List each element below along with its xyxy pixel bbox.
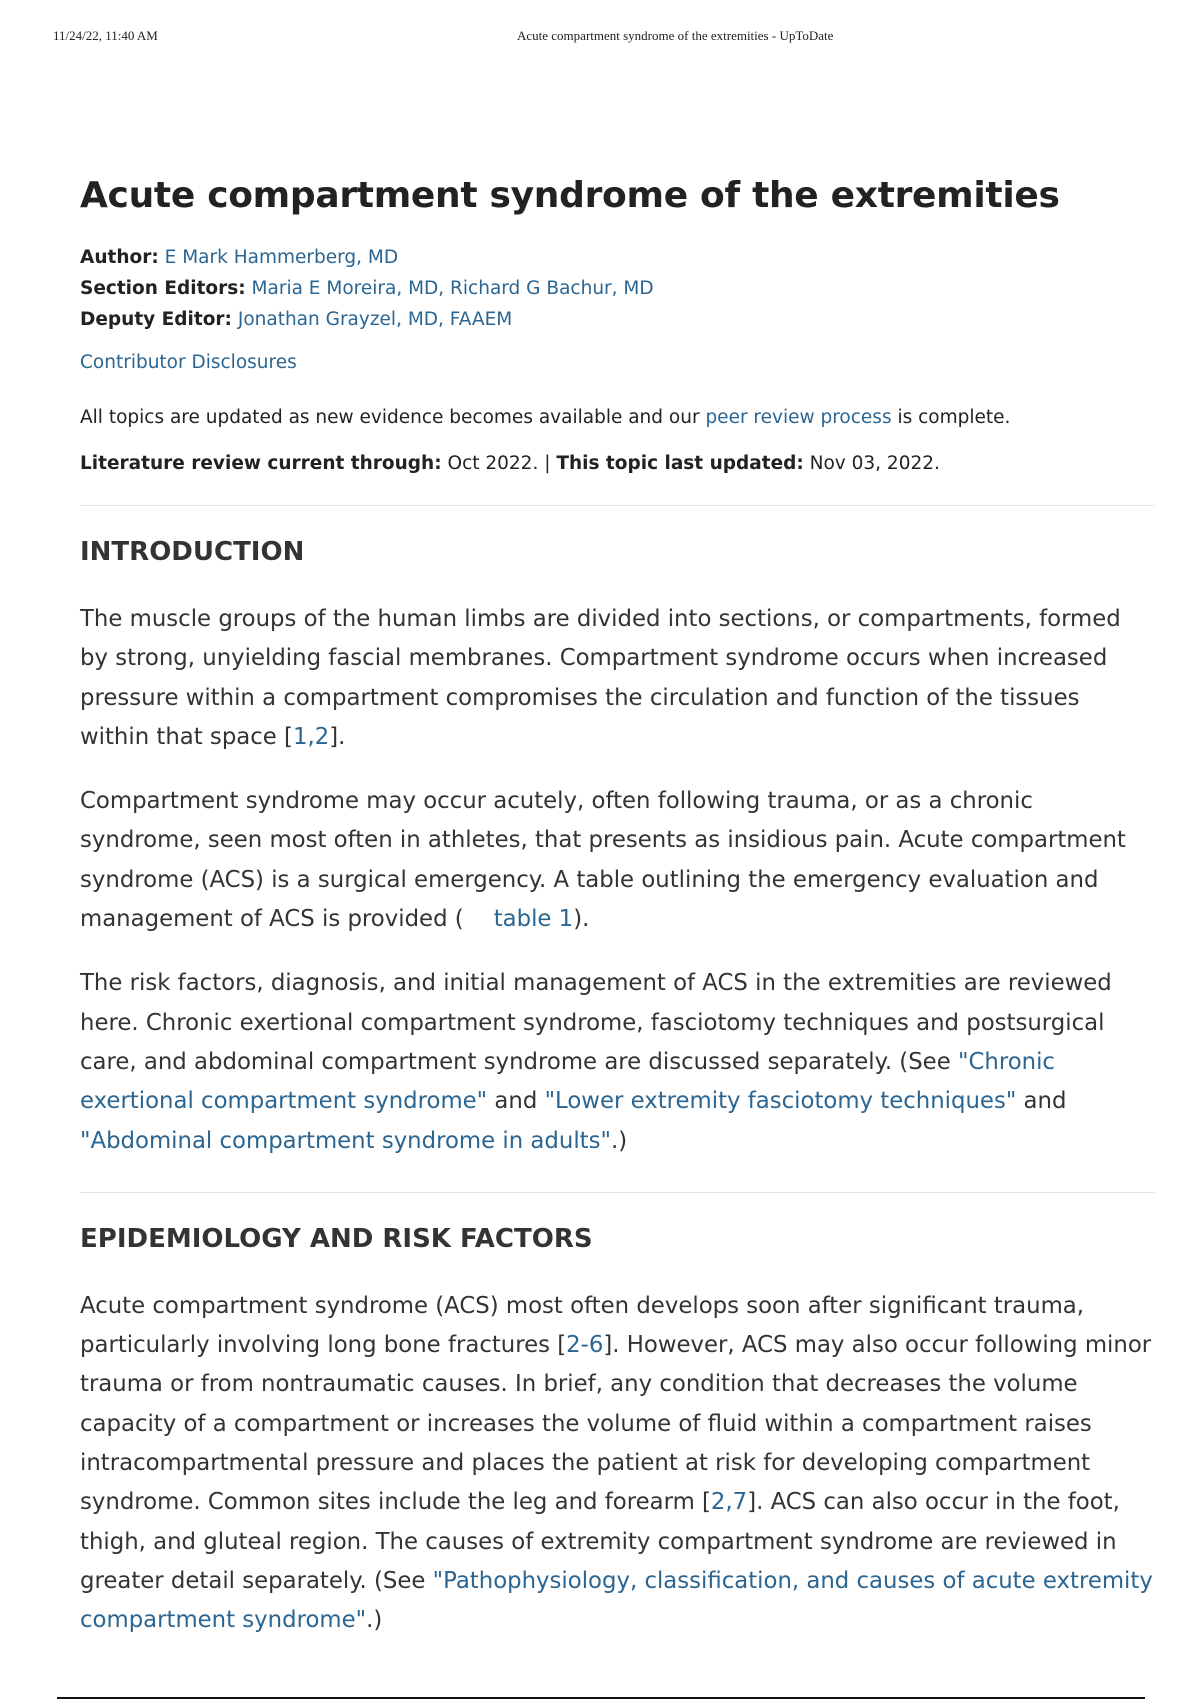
- page-bottom-rule: [57, 1697, 1145, 1699]
- last-updated-label: This topic last updated:: [556, 453, 804, 474]
- print-page-title: Acute compartment syndrome of the extremities - UpToDate: [517, 28, 834, 43]
- intro-p3-text: The risk factors, diagnosis, and initial management of ACS in the extremities are reviewed here. Chronic exertional compartment syndrome, fasciotomy techniques and postsurgical care, and abdominal compartment syndrome are discussed separately. (See: [80, 970, 1112, 1075]
- fasciotomy-link[interactable]: "Lower extremity fasciotomy techniques": [544, 1088, 1017, 1115]
- article: [80, 170, 1155, 1641]
- contributor-disclosures-link[interactable]: Contributor Disclosures: [80, 352, 297, 373]
- pathophysiology-link[interactable]: "Pathophysiology, classification, and causes of acute extremity compartment syndrome": [80, 1567, 1153, 1634]
- intro-p3-and-2: and: [1016, 1088, 1067, 1115]
- table-1-link[interactable]: table 1: [493, 906, 574, 933]
- intro-p3-and-1: and: [487, 1088, 545, 1115]
- update-note-end: is complete.: [891, 407, 1011, 428]
- epidemiology-heading: EPIDEMIOLOGY AND RISK FACTORS: [80, 1223, 593, 1254]
- peer-review-link[interactable]: peer review process: [705, 407, 892, 428]
- abdominal-compartment-link[interactable]: "Abdominal compartment syndrome in adults": [80, 1127, 611, 1154]
- introduction-heading: INTRODUCTION: [80, 537, 305, 567]
- intro-p2-text: Compartment syndrome may occur acutely, often following trauma, or as a chronic syndrome, seen most often in athletes, that presents as insidious pain. Acute compartment syndrome (ACS) is a surgical emergency. A table outlining the emergency evaluation and management of ACS is provided (: [80, 788, 1126, 933]
- intro-p2-end: ).: [573, 906, 590, 933]
- section-editors-row: [80, 273, 1155, 304]
- update-note: [80, 402, 1155, 433]
- topic-authors: [80, 242, 1155, 335]
- epi-text-3: ]. ACS can also occur in the foot, thigh, and gluteal region. The causes of extremity compartment syndrome are reviewed in greater detail separately. (See: [80, 1489, 1120, 1594]
- intro-p1-text: The muscle groups of the human limbs are divided into sections, or compartments, formed by strong, unyielding fascial membranes. Compartment syndrome occurs when increased pressure within a compartment compromises the circulation and function of the tissues within that space [: [80, 606, 1121, 750]
- reference-link[interactable]: 2,7: [710, 1489, 748, 1516]
- intro-paragraph-1: [80, 600, 1155, 757]
- reference-link[interactable]: 2-6: [566, 1332, 604, 1359]
- section-editors-link[interactable]: Maria E Moreira, MD, Richard G Bachur, MD: [251, 278, 654, 299]
- chronic-exertional-link[interactable]: "Chronic exertional compartment syndrome": [80, 1048, 1055, 1115]
- last-updated-value: Nov 03, 2022.: [803, 453, 940, 474]
- lit-review-label: Literature review current through:: [80, 453, 442, 474]
- deputy-editor-label: Deputy Editor:: [80, 309, 232, 330]
- lit-review-value: Oct 2022. |: [441, 453, 557, 474]
- update-note-text: All topics are updated as new evidence becomes available and our: [80, 407, 706, 428]
- print-header: [0, 28, 1200, 48]
- author-link[interactable]: E Mark Hammerberg, MD: [164, 247, 399, 268]
- section-editors-label: Section Editors:: [80, 278, 246, 299]
- deputy-editor-link[interactable]: Jonathan Grayzel, MD, FAAEM: [237, 309, 513, 330]
- divider: [80, 1192, 1155, 1193]
- print-datetime: 11/24/22, 11:40 AM: [53, 28, 158, 43]
- topic-title: Acute compartment syndrome of the extremities: [80, 175, 1060, 216]
- epidemiology-paragraph: [80, 1287, 1155, 1641]
- review-dates: [80, 448, 1155, 479]
- epi-text-2: ]. However, ACS may also occur following minor trauma or from nontraumatic causes. In brief, any condition that decreases the volume capacity of a compartment or increases the volume of fluid within a compartment raises intracompartmental pressure and places the patient at risk for developing compartment syndrome. Common sites include the leg and forearm [: [80, 1332, 1152, 1516]
- intro-paragraph-3: [80, 964, 1155, 1160]
- author-label: Author:: [80, 247, 159, 268]
- epi-text-4: .): [366, 1607, 383, 1634]
- intro-p3-end: .): [610, 1127, 628, 1154]
- reference-link[interactable]: 1,2: [292, 723, 330, 750]
- intro-p1-end: ].: [329, 723, 346, 750]
- divider: [80, 505, 1155, 506]
- epi-text-1: Acute compartment syndrome (ACS) most often develops soon after significant trauma, particularly involving long bone fractures [: [80, 1292, 1084, 1359]
- intro-paragraph-2: [80, 782, 1155, 939]
- author-row: [80, 242, 1155, 273]
- deputy-editor-row: [80, 304, 1155, 335]
